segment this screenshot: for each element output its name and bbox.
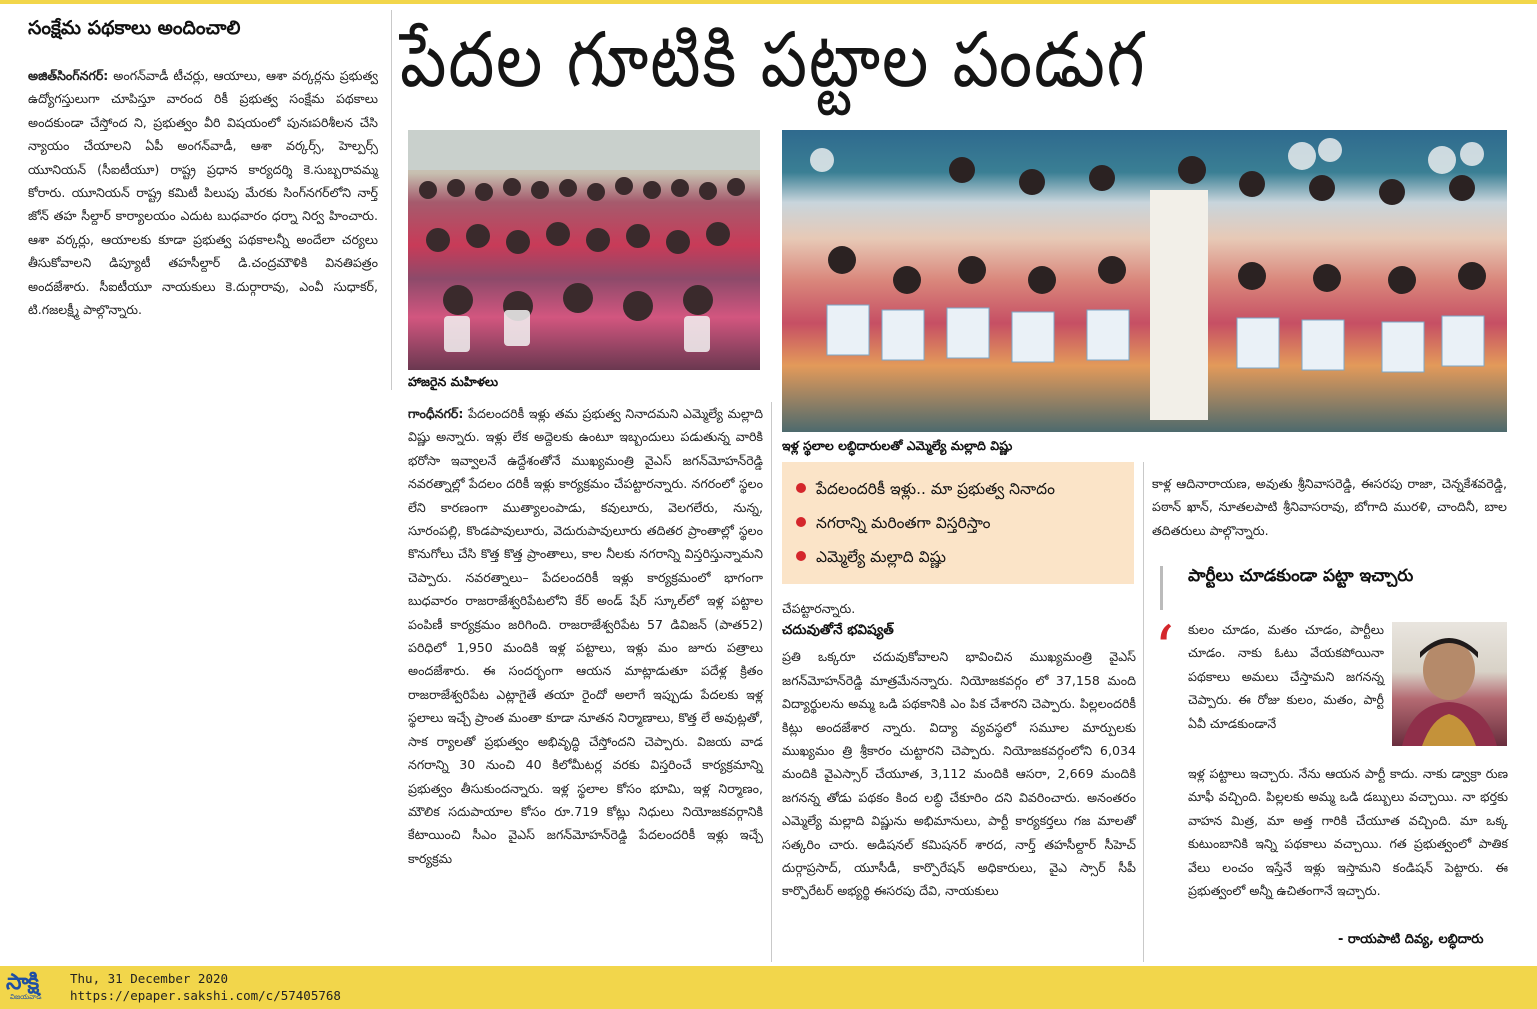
column-divider — [771, 402, 772, 962]
footer-bar — [0, 966, 1537, 1009]
crowd-photo-art — [408, 130, 760, 370]
main-story-continued: చేపట్టారన్నారు. — [782, 601, 856, 616]
main-headline: పేదల గూటికి పట్టాల పండుగ — [400, 15, 1147, 104]
left-story — [28, 14, 378, 321]
left-photo-caption: హాజరైన మహిళలు — [408, 374, 499, 389]
main-story-body-3: కాళ్ల ఆదినారాయణ, అవుతు శ్రీనివాసరెడ్డి, ఈసరపు రాజా, చెన్నకేశవరెడ్డి, పఠాన్‌ ఖాన్‌, నూతలపాటి శ్రీనివాసరావు, బోగాది మురళి, చాందినీ, బాల తదితరులు పాల్గొన్నారు. — [1152, 476, 1507, 538]
highlight-item — [796, 472, 1122, 506]
highlight-text: ఎమ్మెల్యే మల్లాది విష్ణు — [816, 548, 947, 566]
main-story-column-1 — [408, 402, 763, 870]
main-story-text: పేదలందరికీ ఇళ్లు తమ ప్రభుత్వ నినాదమని ఎమ్మెల్యే మల్లాది విష్ణు అన్నారు. ఇళ్లు లేక అద్దెలకు ఉంటూ ఇబ్బందులు పడుతున్న వారికి భరోసా ఇవ్వాలనే ఉద్దేశంతోనే ముఖ్యమంత్రి వైఎస్‌ జగన్‌మోహన్‌రెడ్డి నవరత్నాల్లో పేదలం దరికీ ఇళ్లు కార్యక్రమం చేపట్టారన్నారు. నగరంలో స్థలం లేని కారణంగా ముత్యాలంపాడు, కవులూరు, వెలగలేరు, నున్న, సూరంపల్లి, కొండపావులూరు, వెదురుపావులూరు తదితర ప్రాంతాల్లో స్థలం కొనుగోలు చేసి కొత్త కొత్త ప్రాంతాలు, కాల నీలకు నగరాన్ని విస్తరిస్తున్నామని చెప్పారు. నవరత్నాలు– పేదలందరికీ ఇళ్లు కార్యక్రమంలో భాగంగా బుధవారం రాజరాజేశ్వరిపేటలోని కేర్‌ అండ్‌ షేర్‌ స్కూల్‌లో ఇళ్ల పట్టాల పంపిణీ కార్యక్రమం జరిగింది. రాజరాజేశ్వరిపేట 57 డివిజన్‌ (పాత52) పరిధిలో 1,950 మందికి ఇళ్ల పట్టాలు, ఇళ్లు మం జూరు పత్రాలు అందజేశారు. ఈ సందర్భంగా ఆయన మాట్లాడుతూ పదేళ్ల క్రితం రాజరాజేశ్వరిపేట ఎట్లాగైతే తయా రైందో అలాగే ఇప్పుడు పేదలకు ఇళ్ల స్థలాలు ఇచ్చే ప్రాంత మంతా కూడా నూతన నిర్మాణాలు, కొత్త లే అవుట్లతో, సాక ర్యాలతో ప్రభుత్వం అభివృద్ధి చేస్తోందని చెప్పారు. విజయ వాడ నగరాన్ని 30 నుంచి 40 కిలోమీటర్ల వరకు విస్తరించే కార్యక్రమాన్ని ప్రభుత్వం తీసుకుందన్నారు. ఇళ్ల స్థలాల కోసం భూమి, ఇళ్ల నిర్మాణం, మౌలిక సదుపాయాల కోసం రూ.719 కోట్లు నిధులు నియోజకవర్గానికి కేటాయించి సీఎం వైఎస్‌ జగన్‌మోహన్‌రెడ్డి పేదలందరికీ ఇళ్లు ఇచ్చే కార్యక్రమ — [408, 406, 763, 866]
highlight-text: పేదలందరికీ ఇళ్లు.. మా ప్రభుత్వ నినాదం — [816, 480, 1055, 498]
red-bullet-icon — [796, 551, 806, 561]
footer-url[interactable]: https://epaper.sakshi.com/c/57405768 — [70, 988, 341, 1003]
red-bullet-icon — [796, 483, 806, 493]
main-story-column-3 — [1152, 472, 1507, 542]
footer-date: Thu, 31 December 2020 — [70, 971, 229, 986]
highlight-item — [796, 506, 1122, 540]
event-photo — [782, 130, 1507, 432]
column-divider — [391, 10, 392, 390]
highlight-text: నగరాన్ని మరింతగా విస్తరిస్తాం — [816, 514, 991, 532]
left-story-body — [28, 64, 378, 321]
left-story-dateline: అజిత్‌సింగ్‌నగర్‌: — [28, 68, 109, 83]
quote-text-start: కులం చూడం, మతం చూడం, పార్టీలు చూడం. నాకు ఓటు వేయకపోయినా పథకాలు అమలు చేస్తామని జగనన్న చెప్పారు. ఈ రోజు కులం, మతం, పార్టీ ఏవీ చూడకుండానే — [1188, 622, 1384, 731]
beneficiary-portrait — [1392, 622, 1507, 746]
logo-text: సాక్షి — [6, 970, 39, 995]
red-bullet-icon — [796, 517, 806, 527]
sakshi-logo[interactable] — [6, 971, 64, 1003]
left-story-text: అంగన్‌వాడీ టీచర్లు, ఆయాలు, ఆశా వర్కర్లను ప్రభుత్వ ఉద్యోగస్తులుగా చూపిస్తూ వారంద రికీ ప్రభుత్వ సంక్షేమ పథకాలు అందకుండా చేస్తోంద ని, ప్రభుత్వం వీరి విషయంలో పునఃపరిశీలన చేసి న్యాయం చేయాలని ఏపీ అంగన్‌వాడీ, ఆశా వర్కర్స్‌, హెల్పర్స్‌ యూనియన్‌ (సీఐటీయూ) రాష్ట్ర ప్రధాన కార్యదర్శి కె.సుబ్బరావమ్మ కోరారు. యూనియన్‌ రాష్ట్ర కమిటీ పిలుపు మేరకు సింగ్‌నగర్‌లోని నార్త్‌ జోన్‌ తహ సీల్దార్‌ కార్యాలయం ఎదుట బుధవారం ధర్నా నిర్వ హించారు. ఆశా వర్కర్లు, ఆయాలకు కూడా ప్రభుత్వ పథకాలన్నీ అందేలా చర్యలు తీసుకోవాలని డిప్యూటీ తహసీల్దార్‌ డి.చంద్రమౌళికి వినతిపత్రం అందజేశారు. సీఐటీయూ నాయకులు కె.దుర్గారావు, ఎంవీ సుధాకర్‌, టి.గజలక్ష్మీ పాల్గొన్నారు. — [28, 68, 378, 318]
logo-subtext: విజయవాడ — [10, 993, 42, 1001]
main-story-subhead: చదువుతోనే భవిష్యత్‌ — [782, 622, 894, 639]
event-photo-art — [782, 130, 1507, 432]
quote-text-rest: ఇళ్ల పట్టాలు ఇచ్చారు. నేను ఆయన పార్టీ కాదు. నాకు డ్వాక్రా రుణ మాఫీ వచ్చింది. పిల్లలకు అమ్మ ఒడి డబ్బులు వచ్చాయి. నా భర్తకు వాహన మిత్ర, మా అత్త గారికి చేయూత వచ్చింది. మా ఒక్క కుటుంబానికి ఇన్ని పథకాలు వచ్చాయి. గత ప్రభుత్వంలో పాతిక వేలు లంచం ఇస్తేనే ఇళ్లు ఇస్తామని కండిషన్‌ పెట్టారు. ఈ ప్రభుత్వంలో అన్నీ ఉచితంగానే ఇచ్చారు. — [1188, 766, 1508, 899]
crowd-photo — [408, 130, 760, 370]
left-story-headline: సంక్షేమ పథకాలు అందించాలి — [28, 17, 241, 39]
right-photo-caption: ఇళ్ల స్థలాల లబ్ధిదారులతో ఎమ్మెల్యే మల్లాది విష్ణు — [782, 438, 1013, 453]
main-story-dateline: గాంధీనగర్‌: — [408, 406, 464, 421]
highlights-box — [782, 462, 1134, 584]
main-story-column-2 — [782, 597, 1136, 903]
portrait-art — [1392, 622, 1507, 746]
column-divider — [1143, 462, 1144, 962]
quote-box-headline: పార్టీలు చూడకుండా పట్టా ఇచ్చారు — [1188, 566, 1414, 586]
main-story-body — [408, 402, 763, 870]
quote-mark-icon: ‘ — [1154, 613, 1175, 687]
quote-byline: - రాయపాటి దివ్య, లబ్ధిదారు — [1338, 932, 1484, 947]
main-story-body-2: ప్రతి ఒక్కరూ చదువుకోవాలని భావించిన ముఖ్యమంత్రి వైఎస్‌ జగన్‌మోహన్‌రెడ్డి మాత్రమేనన్నారు. నియోజకవర్గం లో 37,158 మంది విద్యార్థులను అమ్మ ఒడి పథకానికి ఎం పిక చేశారని చెప్పారు. పిల్లలందరికీ కిట్లు అందజేశార న్నారు. విద్యా వ్యవస్థలో సమూల మార్పులకు ముఖ్యమం త్రి శ్రీకారం చుట్టారని చెప్పారు. నియోజకవర్గంలోని 6,034 మందికి వైఎస్సార్‌ చేయూత, 3,112 మందికి ఆసరా, 2,669 మందికి జగనన్న తోడు పథకం కింద లబ్ధి చేకూరిం దని వివరించారు. అనంతరం ఎమ్మెల్యే మల్లాది విష్ణును అభిమానులు, పార్టీ కార్యకర్తలు గజ మాలతో సత్కరిం చారు. అడిషనల్‌ కమిషనర్‌ శారద, నార్త్‌ తహసీల్దార్‌ సీహెచ్‌ దుర్గాప్రసాద్‌, యూసీడీ, కార్పొరేషన్‌ అధికారులు, వైఎ స్సార్‌ సీపీ కార్పొరేటర్‌ అభ్యర్థి ఈసరపు దేవి, నాయకులు — [782, 649, 1136, 899]
highlight-item — [796, 540, 1122, 574]
